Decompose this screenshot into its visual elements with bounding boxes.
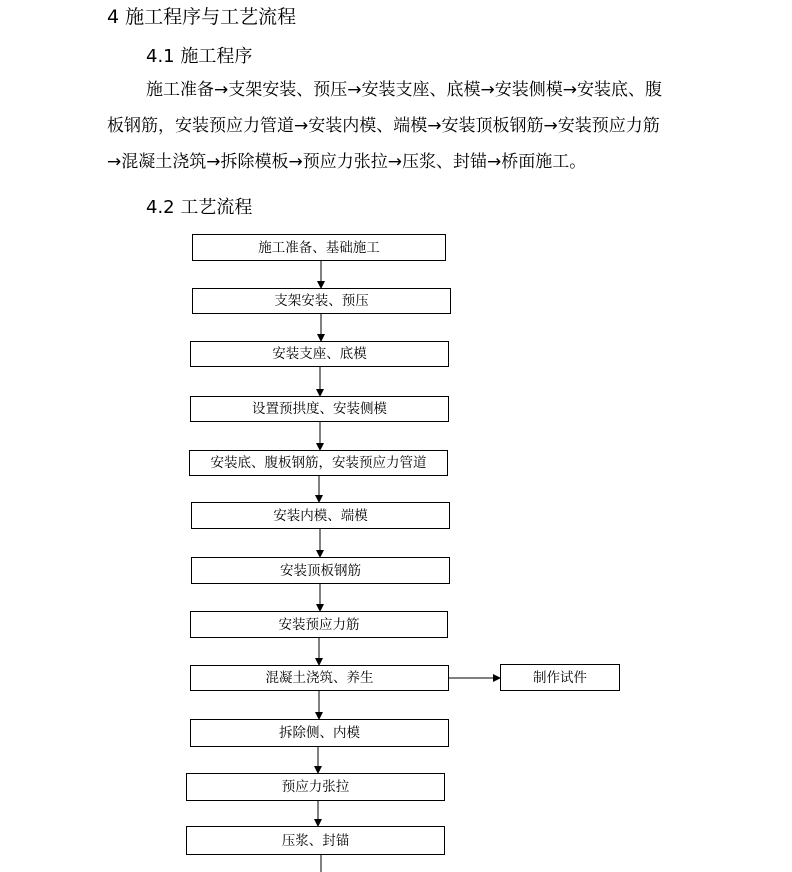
subsection-heading-procedure: 4.1 施工程序 [146, 46, 253, 67]
flow-step-8: 安装预应力筋 [190, 611, 448, 638]
section-heading: 4 施工程序与工艺流程 [107, 6, 297, 28]
subsection-heading-flow: 4.2 工艺流程 [146, 197, 253, 218]
flow-step-10: 拆除侧、内模 [190, 719, 449, 747]
procedure-text-line-1: 施工准备→支架安装、预压→安装支座、底模→安装侧模→安装底、腹 [146, 80, 662, 100]
procedure-text-line-2: 板钢筋，安装预应力管道→安装内模、端模→安装顶板钢筋→安装预应力筋 [107, 116, 660, 136]
flow-step-7: 安装顶板钢筋 [191, 557, 450, 584]
flow-step-1: 施工准备、基础施工 [192, 234, 446, 261]
flow-step-11: 预应力张拉 [186, 773, 445, 801]
flow-side-step: 制作试件 [500, 664, 620, 691]
flow-step-5: 安装底、腹板钢筋，安装预应力管道 [189, 450, 448, 476]
procedure-text-line-3: →混凝土浇筑→拆除模板→预应力张拉→压浆、封锚→桥面施工。 [107, 152, 587, 172]
flow-step-12: 压浆、封锚 [186, 826, 445, 855]
flow-step-4: 设置预拱度、安装侧模 [190, 396, 449, 422]
flow-step-9: 混凝土浇筑、养生 [190, 665, 449, 691]
flow-step-3: 安装支座、底模 [190, 341, 449, 367]
flow-step-6: 安装内模、端模 [191, 502, 450, 529]
flow-step-2: 支架安装、预压 [192, 288, 451, 314]
